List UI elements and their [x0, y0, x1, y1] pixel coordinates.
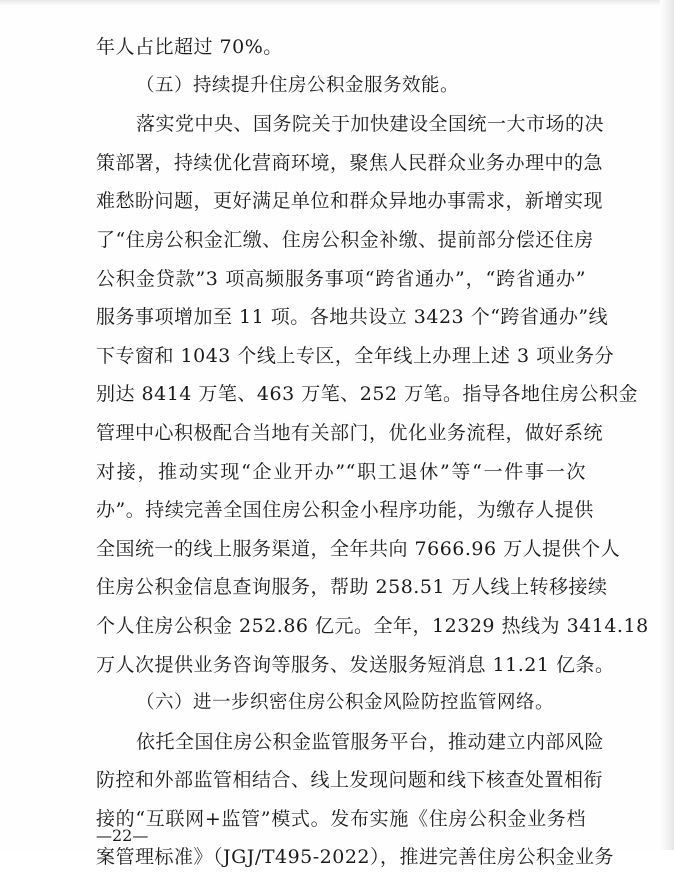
- text-line: 管理中心积极配合当地有关部门，优化业务流程，做好系统: [96, 421, 604, 444]
- text-line: 难愁盼问题，更好满足单位和群众异地办事需求，新增实现: [96, 190, 604, 213]
- section-heading-6: （六）进一步织密住房公积金风险防控监管网络。: [136, 692, 555, 714]
- text-line: 别达 8414 万笔、463 万笔、252 万笔。指导各地住房公积金: [96, 383, 639, 406]
- page-right-edge: [660, 0, 674, 850]
- text-line: 对接，推动实现“企业开办”“职工退休”等“一件事一次: [96, 460, 586, 483]
- text-line: 防控和外部监管相结合、线上发现问题和线下核查处置相衔: [96, 769, 604, 792]
- text-line: 策部署，持续优化营商环境，聚焦人民群众业务办理中的急: [96, 151, 604, 174]
- text-line: 案管理标准》（JGJ/T495-2022），推进完善住房公积金业务: [96, 846, 615, 869]
- section-heading-5: （五）持续提升住房公积金服务效能。: [136, 74, 460, 96]
- text-line: 年人占比超过 70%。: [96, 36, 283, 58]
- text-line: 了“住房公积金汇缴、住房公积金补缴、提前部分偿还住房: [96, 228, 594, 251]
- body-text: [96, 28, 649, 877]
- text-line: 下专窗和 1043 个线上专区，全年线上办理上述 3 项业务分: [96, 344, 615, 367]
- text-line: 住房公积金信息查询服务，帮助 258.51 万人线上转移接续: [96, 576, 608, 599]
- text-line: 落实党中央、国务院关于加快建设全国统一大市场的决: [136, 113, 605, 136]
- text-line: 个人住房公积金 252.86 亿元。全年，12329 热线为 3414.18: [96, 614, 649, 637]
- text-line: 公积金贷款”3 项高频服务事项“跨省通办”，“跨省通办”: [96, 267, 586, 290]
- text-line: 接的“互联网+监管”模式。发布实施《住房公积金业务档: [96, 807, 586, 830]
- text-line: 万人次提供业务咨询等服务、发送服务短消息 11.21 亿条。: [96, 653, 615, 676]
- text-line: 服务事项增加至 11 项。各地共设立 3423 个“跨省通办”线: [96, 306, 609, 329]
- text-line: 办”。持续完善全国住房公积金小程序功能，为缴存人提供: [96, 499, 594, 522]
- page-number: —22—: [96, 826, 149, 845]
- text-line: 全国统一的线上服务渠道，全年共向 7666.96 万人提供个人: [96, 537, 621, 560]
- text-line: 依托全国住房公积金监管服务平台，推动建立内部风险: [136, 730, 605, 753]
- page-top-edge: [0, 0, 674, 6]
